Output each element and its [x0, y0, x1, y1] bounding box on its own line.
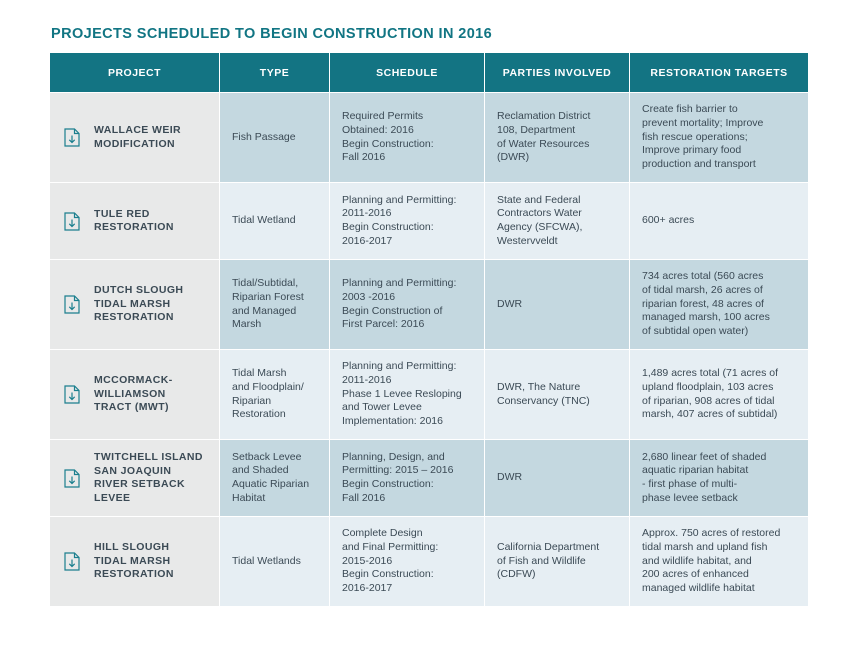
cell-line: - first phase of multi-	[642, 478, 738, 490]
cell-line: Implementation: 2016	[342, 415, 443, 428]
cell-line: Phase 1 Levee Resloping	[342, 387, 462, 400]
cell-line: prevent mortality; Improve	[642, 116, 764, 129]
targets-cell	[630, 92, 808, 182]
project-cell	[50, 182, 220, 259]
cell-line: TIDAL MARSH	[94, 297, 171, 310]
table-header-row	[50, 53, 808, 92]
cell-line: DWR	[497, 297, 523, 310]
parties-cell	[485, 259, 630, 349]
projects-table	[50, 53, 808, 606]
cell-line: LEVEE	[94, 491, 131, 504]
cell-line: 2011-2016	[342, 373, 392, 386]
cell-line: Riparian Forest	[232, 290, 304, 303]
targets-cell	[630, 182, 808, 259]
cell-line: DWR	[497, 471, 523, 484]
cell-line: Contractors Water	[497, 207, 582, 220]
cell-line: marsh, 407 acres of subtidal)	[642, 408, 778, 421]
cell-line: riparian forest, 48 acres of	[642, 297, 764, 310]
document-download-icon	[64, 469, 80, 488]
project-name	[94, 451, 203, 505]
cell-line: MODIFICATION	[94, 137, 176, 150]
cell-line: and Tower Levee	[342, 401, 422, 414]
page-title: PROJECTS SCHEDULED TO BEGIN CONSTRUCTION IN 2016	[51, 26, 493, 42]
project-name	[94, 124, 181, 151]
cell-line: RIVER SETBACK	[94, 478, 185, 490]
schedule-cell	[330, 259, 485, 349]
cell-line: Planning, Design, and	[342, 450, 445, 463]
table-row	[50, 182, 808, 259]
parties-cell	[485, 439, 630, 516]
type-cell	[220, 349, 330, 439]
table-row	[50, 259, 808, 349]
cell-line: State and Federal	[497, 193, 581, 206]
cell-line: California Department	[497, 540, 600, 553]
cell-line: Complete Design	[342, 527, 423, 540]
targets-cell	[630, 516, 808, 606]
cell-line: Tidal/Subtidal,	[232, 277, 299, 290]
cell-line: 1,489 acres total (71 acres of	[642, 367, 778, 380]
cell-line: of Fish and Wildlife	[497, 554, 586, 567]
column-header-type: TYPE	[220, 53, 330, 92]
project-cell	[50, 349, 220, 439]
cell-line: tidal marsh and upland fish	[642, 540, 768, 553]
type-cell	[220, 259, 330, 349]
cell-line: 108, Department	[497, 123, 576, 136]
parties-cell	[485, 349, 630, 439]
parties-cell	[485, 92, 630, 182]
cell-line: Planning and Permitting:	[342, 360, 457, 373]
parties-cell	[485, 182, 630, 259]
cell-line: Obtained: 2016	[342, 123, 414, 136]
cell-line: HILL SLOUGH	[94, 541, 170, 554]
cell-line: Agency (SFCWA),	[497, 221, 583, 233]
targets-cell	[630, 259, 808, 349]
targets-cell	[630, 349, 808, 439]
cell-line: Permitting: 2015 – 2016	[342, 464, 454, 477]
cell-line: Aquatic Riparian	[232, 478, 310, 490]
project-cell	[50, 439, 220, 516]
schedule-cell	[330, 439, 485, 516]
cell-line: Begin Construction of	[342, 304, 443, 317]
schedule-cell	[330, 182, 485, 259]
document-download-icon	[64, 385, 80, 404]
type-cell	[220, 439, 330, 516]
cell-line: Restoration	[232, 408, 286, 421]
cell-line: Tidal Marsh	[232, 367, 287, 380]
table-row	[50, 349, 808, 439]
cell-line: production and transport	[642, 158, 756, 171]
cell-line: 2,680 linear feet of shaded	[642, 450, 767, 463]
project-name	[94, 284, 183, 325]
cell-line: of tidal marsh, 26 acres of	[642, 283, 763, 296]
cell-line: and Shaded	[232, 464, 289, 477]
cell-line: and Managed	[232, 304, 297, 317]
parties-cell	[485, 516, 630, 606]
cell-line: 2003 -2016	[342, 290, 396, 303]
table-row	[50, 92, 808, 182]
targets-cell	[630, 439, 808, 516]
cell-line: Create fish barrier to	[642, 103, 738, 116]
cell-line: of riparian, 908 acres of tidal	[642, 394, 775, 407]
cell-line: Habitat	[232, 491, 266, 504]
cell-line: TRACT (MWT)	[94, 401, 169, 414]
cell-line: Planning and Permitting:	[342, 193, 457, 206]
cell-line: Setback Levee	[232, 450, 302, 463]
cell-line: Tidal Wetland	[232, 214, 296, 227]
project-cell	[50, 92, 220, 182]
type-cell	[220, 516, 330, 606]
cell-line: Fall 2016	[342, 491, 386, 504]
column-header-project: PROJECT	[50, 53, 220, 92]
cell-line: Begin Construction:	[342, 137, 434, 150]
project-name	[94, 208, 174, 235]
project-cell	[50, 516, 220, 606]
cell-line: Planning and Permitting:	[342, 277, 457, 290]
cell-line: 200 acres of enhanced	[642, 568, 749, 581]
cell-line: Required Permits	[342, 110, 424, 123]
project-name	[94, 374, 173, 415]
cell-line: RESTORATION	[94, 221, 174, 233]
cell-line: managed marsh, 100 acres	[642, 311, 770, 324]
cell-line: Begin Construction:	[342, 221, 434, 233]
cell-line: TWITCHELL ISLAND	[94, 451, 203, 463]
document-download-icon	[64, 212, 80, 231]
cell-line: Conservancy (TNC)	[497, 394, 590, 407]
cell-line: Reclamation District	[497, 110, 591, 123]
project-cell	[50, 259, 220, 349]
cell-line: 2015-2016	[342, 554, 393, 567]
cell-line: TULE RED	[94, 207, 150, 220]
cell-line: Riparian	[232, 394, 272, 407]
cell-line: DWR, The Nature	[497, 380, 581, 393]
cell-line: fish rescue operations;	[642, 130, 748, 143]
cell-line: (DWR)	[497, 151, 530, 164]
cell-line: TIDAL MARSH	[94, 554, 171, 567]
column-header-schedule: SCHEDULE	[330, 53, 485, 92]
cell-line: 600+ acres	[642, 214, 695, 227]
cell-line: of Water Resources	[497, 137, 590, 150]
cell-line: 2011-2016	[342, 207, 392, 220]
cell-line: First Parcel: 2016	[342, 318, 425, 331]
cell-line: WALLACE WEIR	[94, 124, 182, 136]
cell-line: phase levee setback	[642, 491, 738, 504]
cell-line: managed wildlife habitat	[642, 582, 755, 595]
cell-line: 734 acres total (560 acres	[642, 270, 764, 283]
type-cell	[220, 92, 330, 182]
document-download-icon	[64, 295, 80, 314]
cell-line: aquatic riparian habitat	[642, 464, 749, 477]
schedule-cell	[330, 92, 485, 182]
cell-line: Westervveldt	[497, 234, 558, 247]
schedule-cell	[330, 349, 485, 439]
cell-line: Begin Construction:	[342, 568, 434, 581]
cell-line: Fish Passage	[232, 130, 296, 143]
column-header-targets: RESTORATION TARGETS	[630, 53, 808, 92]
project-name	[94, 541, 174, 582]
cell-line: Approx. 750 acres of restored	[642, 527, 781, 540]
table-row	[50, 439, 808, 516]
cell-line: Tidal Wetlands	[232, 554, 301, 567]
document-download-icon	[64, 128, 80, 147]
column-header-parties: PARTIES INVOLVED	[485, 53, 630, 92]
cell-line: and Floodplain/	[232, 380, 304, 393]
cell-line: Fall 2016	[342, 151, 386, 164]
schedule-cell	[330, 516, 485, 606]
cell-line: RESTORATION	[94, 311, 174, 324]
cell-line: SAN JOAQUIN	[94, 464, 172, 477]
cell-line: (CDFW)	[497, 568, 536, 581]
cell-line: Begin Construction:	[342, 478, 434, 490]
cell-line: Marsh	[232, 318, 262, 331]
cell-line: 2016-2017	[342, 582, 393, 595]
cell-line: upland floodplain, 103 acres	[642, 380, 774, 393]
cell-line: of subtidal open water)	[642, 325, 749, 338]
cell-line: WILLIAMSON	[94, 387, 166, 400]
table-row	[50, 516, 808, 606]
document-download-icon	[64, 552, 80, 571]
cell-line: DUTCH SLOUGH	[94, 284, 184, 297]
cell-line: MCCORMACK-	[94, 374, 173, 387]
type-cell	[220, 182, 330, 259]
cell-line: 2016-2017	[342, 234, 393, 247]
cell-line: and wildlife habitat, and	[642, 554, 752, 567]
cell-line: RESTORATION	[94, 568, 174, 581]
cell-line: and Final Permitting:	[342, 540, 439, 553]
cell-line: Improve primary food	[642, 144, 742, 157]
